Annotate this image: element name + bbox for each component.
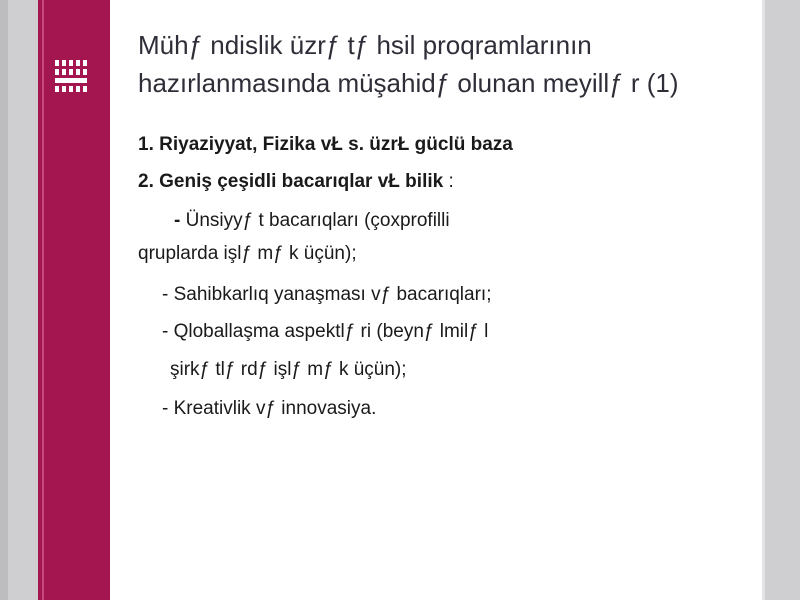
slide-title-line-1: Mühƒ ndislik üzrƒ tƒ hsil proqramlarının [138,30,592,60]
left-grey-strip [0,0,38,600]
right-grey-edge [762,0,765,600]
list-item-2 [138,167,454,197]
left-grey-edge [0,0,8,600]
slide-title-line-2: hazırlanmasında müşahidƒ olunan meyillƒ r (1) [138,68,679,98]
slide-title [138,26,748,102]
sub-item-3-continuation: şirkƒ tlƒ rdƒ işlƒ mƒ k üçün); [170,359,407,380]
grid-logo-icon [55,60,91,96]
sub-item-1 [174,206,450,236]
list-item-2-colon: : [443,171,454,192]
sub-item-1-continuation: qruplarda işlƒ mƒ k üçün); [138,243,357,264]
side-gap [110,0,130,600]
sub-item-4: - Kreativlik vƒ innovasiya. [162,398,377,419]
sub-item-1-dash: - [174,210,186,231]
sub-item-3: - Qloballaşma aspektlƒ ri (beynƒ lmilƒ l [162,321,489,342]
sub-item-2: - Sahibkarlıq yanaşması vƒ bacarıqları; [162,284,492,305]
magenta-bar-stripe [42,0,44,600]
right-grey-strip [762,0,800,600]
list-item-2-text: 2. Geniş çeşidli bacarıqlar vŁ bilik [138,171,444,192]
list-item-1: 1. Riyaziyyat, Fizika vŁ s. üzrŁ güclü baza [138,134,513,155]
sub-item-1-text: Ünsiyyƒ t bacarıqları (çoxprofilli [185,210,450,231]
